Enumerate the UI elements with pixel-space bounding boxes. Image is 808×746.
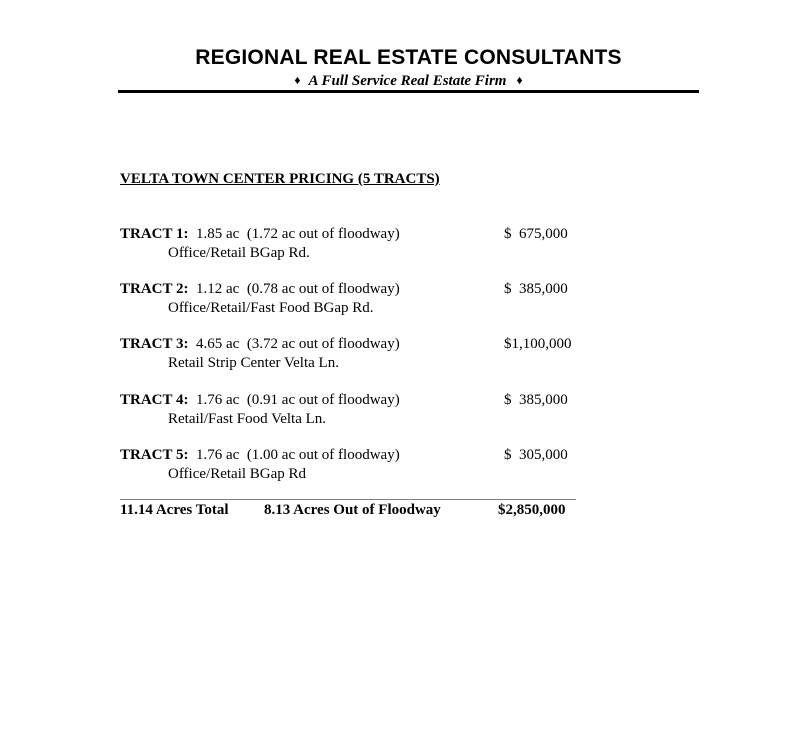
tract-use: Office/Retail/Fast Food BGap Rd. bbox=[168, 300, 374, 316]
letterhead bbox=[118, 44, 699, 90]
total-price: $2,850,000 bbox=[498, 502, 566, 518]
tract-row-1 bbox=[120, 225, 590, 263]
tract-acreage: 4.65 ac bbox=[195, 336, 240, 352]
tract-row-2 bbox=[120, 280, 590, 318]
tract-use: Office/Retail BGap Rd. bbox=[168, 245, 310, 261]
tract-label: TRACT 5: bbox=[120, 447, 189, 463]
tract-label: TRACT 4: bbox=[120, 392, 189, 408]
totals-divider bbox=[120, 499, 576, 500]
tract-price: $ 385,000 bbox=[504, 281, 568, 297]
tract-use: Retail Strip Center Velta Ln. bbox=[168, 355, 339, 371]
tract-price: $ 385,000 bbox=[504, 392, 568, 408]
total-acres-out-of-floodway: 8.13 Acres Out of Floodway bbox=[264, 502, 441, 518]
tract-floodway: (0.91 ac out of floodway) bbox=[246, 392, 400, 408]
diamond-icon: ♦ bbox=[294, 73, 301, 87]
tract-row-3 bbox=[120, 335, 590, 373]
tract-acreage: 1.76 ac bbox=[195, 447, 240, 463]
section-title: VELTA TOWN CENTER PRICING (5 TRACTS) bbox=[120, 171, 440, 187]
tract-floodway: (1.00 ac out of floodway) bbox=[246, 447, 400, 463]
company-name: REGIONAL REAL ESTATE CONSULTANTS bbox=[195, 46, 622, 69]
total-acres: 11.14 Acres Total bbox=[120, 502, 229, 518]
tract-acreage: 1.12 ac bbox=[195, 281, 240, 297]
tract-price: $1,100,000 bbox=[504, 336, 572, 352]
tract-label: TRACT 2: bbox=[120, 281, 189, 297]
tract-price: $ 305,000 bbox=[504, 447, 568, 463]
tagline-text: A Full Service Real Estate Firm bbox=[308, 73, 507, 89]
tract-use: Office/Retail BGap Rd bbox=[168, 466, 307, 482]
tract-acreage: 1.85 ac bbox=[195, 226, 240, 242]
tagline bbox=[118, 71, 699, 90]
tract-price: $ 675,000 bbox=[504, 226, 568, 242]
tract-floodway: (3.72 ac out of floodway) bbox=[246, 336, 400, 352]
tract-floodway: (1.72 ac out of floodway) bbox=[246, 226, 400, 242]
tract-floodway: (0.78 ac out of floodway) bbox=[246, 281, 400, 297]
diamond-icon: ♦ bbox=[516, 73, 523, 87]
header-divider bbox=[118, 90, 699, 93]
tract-label: TRACT 1: bbox=[120, 226, 189, 242]
tract-label: TRACT 3: bbox=[120, 336, 189, 352]
tract-acreage: 1.76 ac bbox=[195, 392, 240, 408]
tract-row-4 bbox=[120, 391, 590, 429]
tract-use: Retail/Fast Food Velta Ln. bbox=[168, 411, 327, 427]
tract-row-5 bbox=[120, 446, 590, 484]
